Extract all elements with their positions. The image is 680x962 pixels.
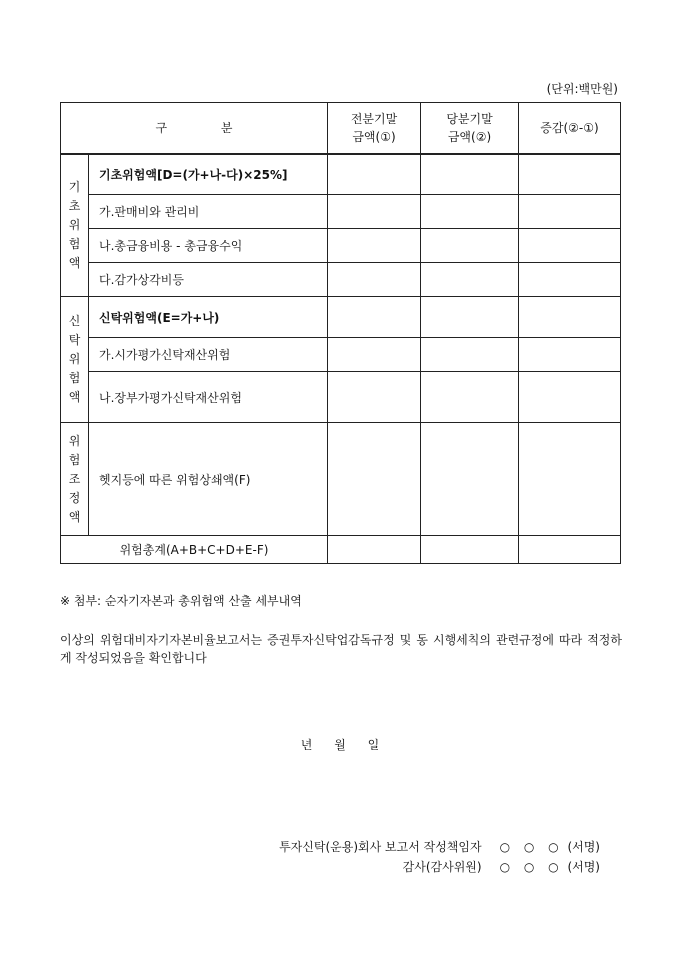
cell-curr	[421, 372, 519, 423]
date-line	[0, 736, 680, 753]
date-year: 년	[300, 738, 313, 752]
group-label-adjust: 위 험 조 정 액	[61, 423, 89, 536]
unit-label: (단위:백만원)	[546, 82, 618, 96]
cell-prev	[328, 154, 421, 195]
cell-curr	[421, 423, 519, 536]
cell-change	[519, 263, 621, 297]
table-row	[61, 195, 621, 229]
cell-curr	[421, 338, 519, 372]
header-prev-quarter: 전분기말 금액(①)	[328, 103, 421, 154]
total-row	[61, 536, 621, 564]
table-row	[61, 423, 621, 536]
cell-prev	[328, 536, 421, 564]
cell-prev	[328, 372, 421, 423]
cell-change	[519, 536, 621, 564]
row-label: 다.감가상각비등	[89, 263, 328, 297]
cell-prev	[328, 263, 421, 297]
cell-prev	[328, 423, 421, 536]
signature-line-preparer	[279, 838, 600, 855]
header-category: 구 분	[61, 103, 328, 154]
signature-name: ○ ○ ○	[499, 840, 564, 854]
date-day: 일	[367, 738, 380, 752]
row-label: 가.판매비와 관리비	[89, 195, 328, 229]
table-row	[61, 338, 621, 372]
row-label: 가.시가평가신탁재산위험	[89, 338, 328, 372]
cell-change	[519, 195, 621, 229]
row-label: 나.장부가평가신탁재산위험	[89, 372, 328, 423]
signature-mark: (서명)	[567, 840, 600, 854]
group-label-basic: 기 초 위 험 액	[61, 154, 89, 297]
cell-prev	[328, 297, 421, 338]
row-label: 나.총금융비용 - 총금융수익	[89, 229, 328, 263]
row-label: 기초위험액[D=(가+나-다)×25%]	[89, 154, 328, 195]
cell-change	[519, 423, 621, 536]
signature-name: ○ ○ ○	[499, 860, 564, 874]
total-label: 위험총계(A+B+C+D+E-F)	[61, 536, 328, 564]
table-row	[61, 154, 621, 195]
cell-prev	[328, 229, 421, 263]
attachment-note: ※ 첨부: 순자기자본과 총위험액 산출 세부내역	[60, 594, 302, 608]
signature-role: 투자신탁(운용)회사 보고서 작성책임자	[279, 840, 482, 854]
cell-change	[519, 154, 621, 195]
table-row	[61, 263, 621, 297]
cell-curr	[421, 297, 519, 338]
cell-change	[519, 338, 621, 372]
cell-change	[519, 297, 621, 338]
signature-mark: (서명)	[567, 860, 600, 874]
confirmation-text: 이상의 위험대비자기자본비율보고서는 증권투자신탁업감독규정 및 동 시행세칙의 관련규정에 따라 적정하게 작성되었음을 확인합니다	[60, 633, 622, 665]
table-row	[61, 372, 621, 423]
cell-change	[519, 229, 621, 263]
header-row	[61, 103, 621, 154]
table-row	[61, 229, 621, 263]
cell-prev	[328, 195, 421, 229]
signature-line-auditor	[403, 858, 600, 875]
header-curr-quarter: 당분기말 금액(②)	[421, 103, 519, 154]
cell-curr	[421, 263, 519, 297]
header-change: 증감(②-①)	[519, 103, 621, 154]
cell-curr	[421, 536, 519, 564]
signature-role: 감사(감사위원)	[402, 860, 482, 874]
cell-curr	[421, 154, 519, 195]
risk-table	[60, 102, 621, 564]
cell-curr	[421, 195, 519, 229]
cell-curr	[421, 229, 519, 263]
group-label-trust: 신 탁 위 험 액	[61, 297, 89, 423]
cell-change	[519, 372, 621, 423]
row-label: 신탁위험액(E=가+나)	[89, 297, 328, 338]
row-label: 헷지등에 따른 위험상쇄액(F)	[89, 423, 328, 536]
cell-prev	[328, 338, 421, 372]
table-row	[61, 297, 621, 338]
date-month: 월	[334, 738, 346, 752]
